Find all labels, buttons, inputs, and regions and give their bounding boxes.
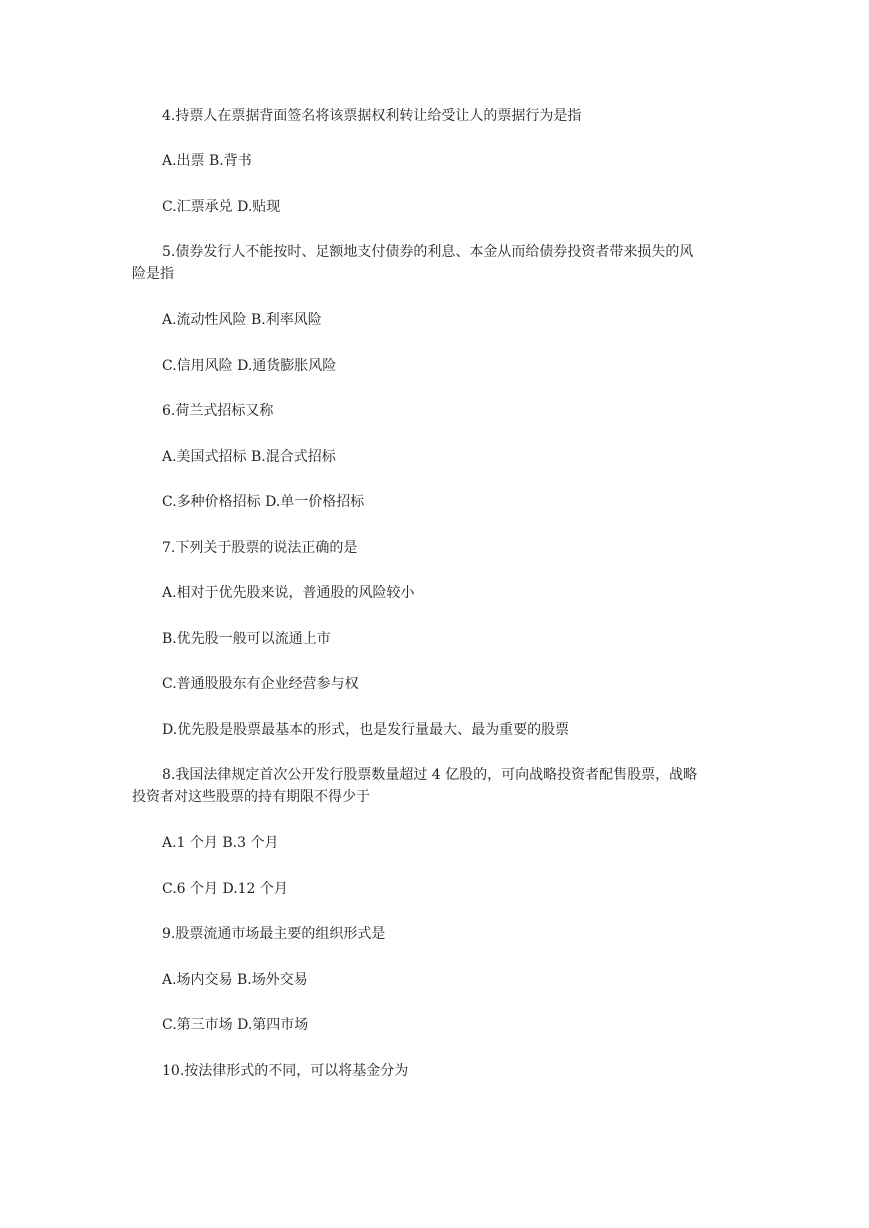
question-9: 9.股票流通市场最主要的组织形式是 — [162, 926, 386, 942]
question-7-option-a: A.相对于优先股来说，普通股的风险较小 — [162, 585, 415, 601]
question-5 — [132, 241, 742, 285]
question-4: 4.持票人在票据背面签名将该票据权利转让给受让人的票据行为是指 — [162, 108, 582, 124]
question-8 — [132, 764, 742, 808]
question-8-line-1: 8.我国法律规定首次公开发行股票数量超过 4 亿股的，可向战略投资者配售股票，战略 — [162, 767, 698, 783]
question-5-options-cd: C.信用风险 D.通货膨胀风险 — [162, 358, 337, 374]
question-8-line-2: 投资者对这些股票的持有期限不得少于 — [132, 789, 370, 805]
question-9-options-ab: A.场内交易 B.场外交易 — [162, 972, 308, 988]
question-9-options-cd: C.第三市场 D.第四市场 — [162, 1017, 309, 1033]
question-4-options-ab: A.出票 B.背书 — [162, 153, 252, 169]
question-7-option-b: B.优先股一般可以流通上市 — [162, 631, 331, 647]
question-5-line-2: 险是指 — [132, 266, 174, 282]
question-6: 6.荷兰式招标又称 — [162, 403, 274, 419]
question-10: 10.按法律形式的不同，可以将基金分为 — [162, 1063, 409, 1079]
question-8-options-ab: A.1 个月 B.3 个月 — [162, 835, 279, 851]
question-5-line-1: 5.债券发行人不能按时、足额地支付债券的利息、本金从而给债券投资者带来损失的风 — [162, 244, 694, 260]
question-7: 7.下列关于股票的说法正确的是 — [162, 540, 358, 556]
question-7-option-d: D.优先股是股票最基本的形式，也是发行量最大、最为重要的股票 — [162, 722, 570, 738]
question-6-options-ab: A.美国式招标 B.混合式招标 — [162, 449, 336, 465]
question-7-option-c: C.普通股股东有企业经营参与权 — [162, 676, 359, 692]
question-5-options-ab: A.流动性风险 B.利率风险 — [162, 312, 322, 328]
question-8-options-cd: C.6 个月 D.12 个月 — [162, 881, 288, 897]
question-6-options-cd: C.多种价格招标 D.单一价格招标 — [162, 494, 365, 510]
question-4-options-cd: C.汇票承兑 D.贴现 — [162, 199, 281, 215]
